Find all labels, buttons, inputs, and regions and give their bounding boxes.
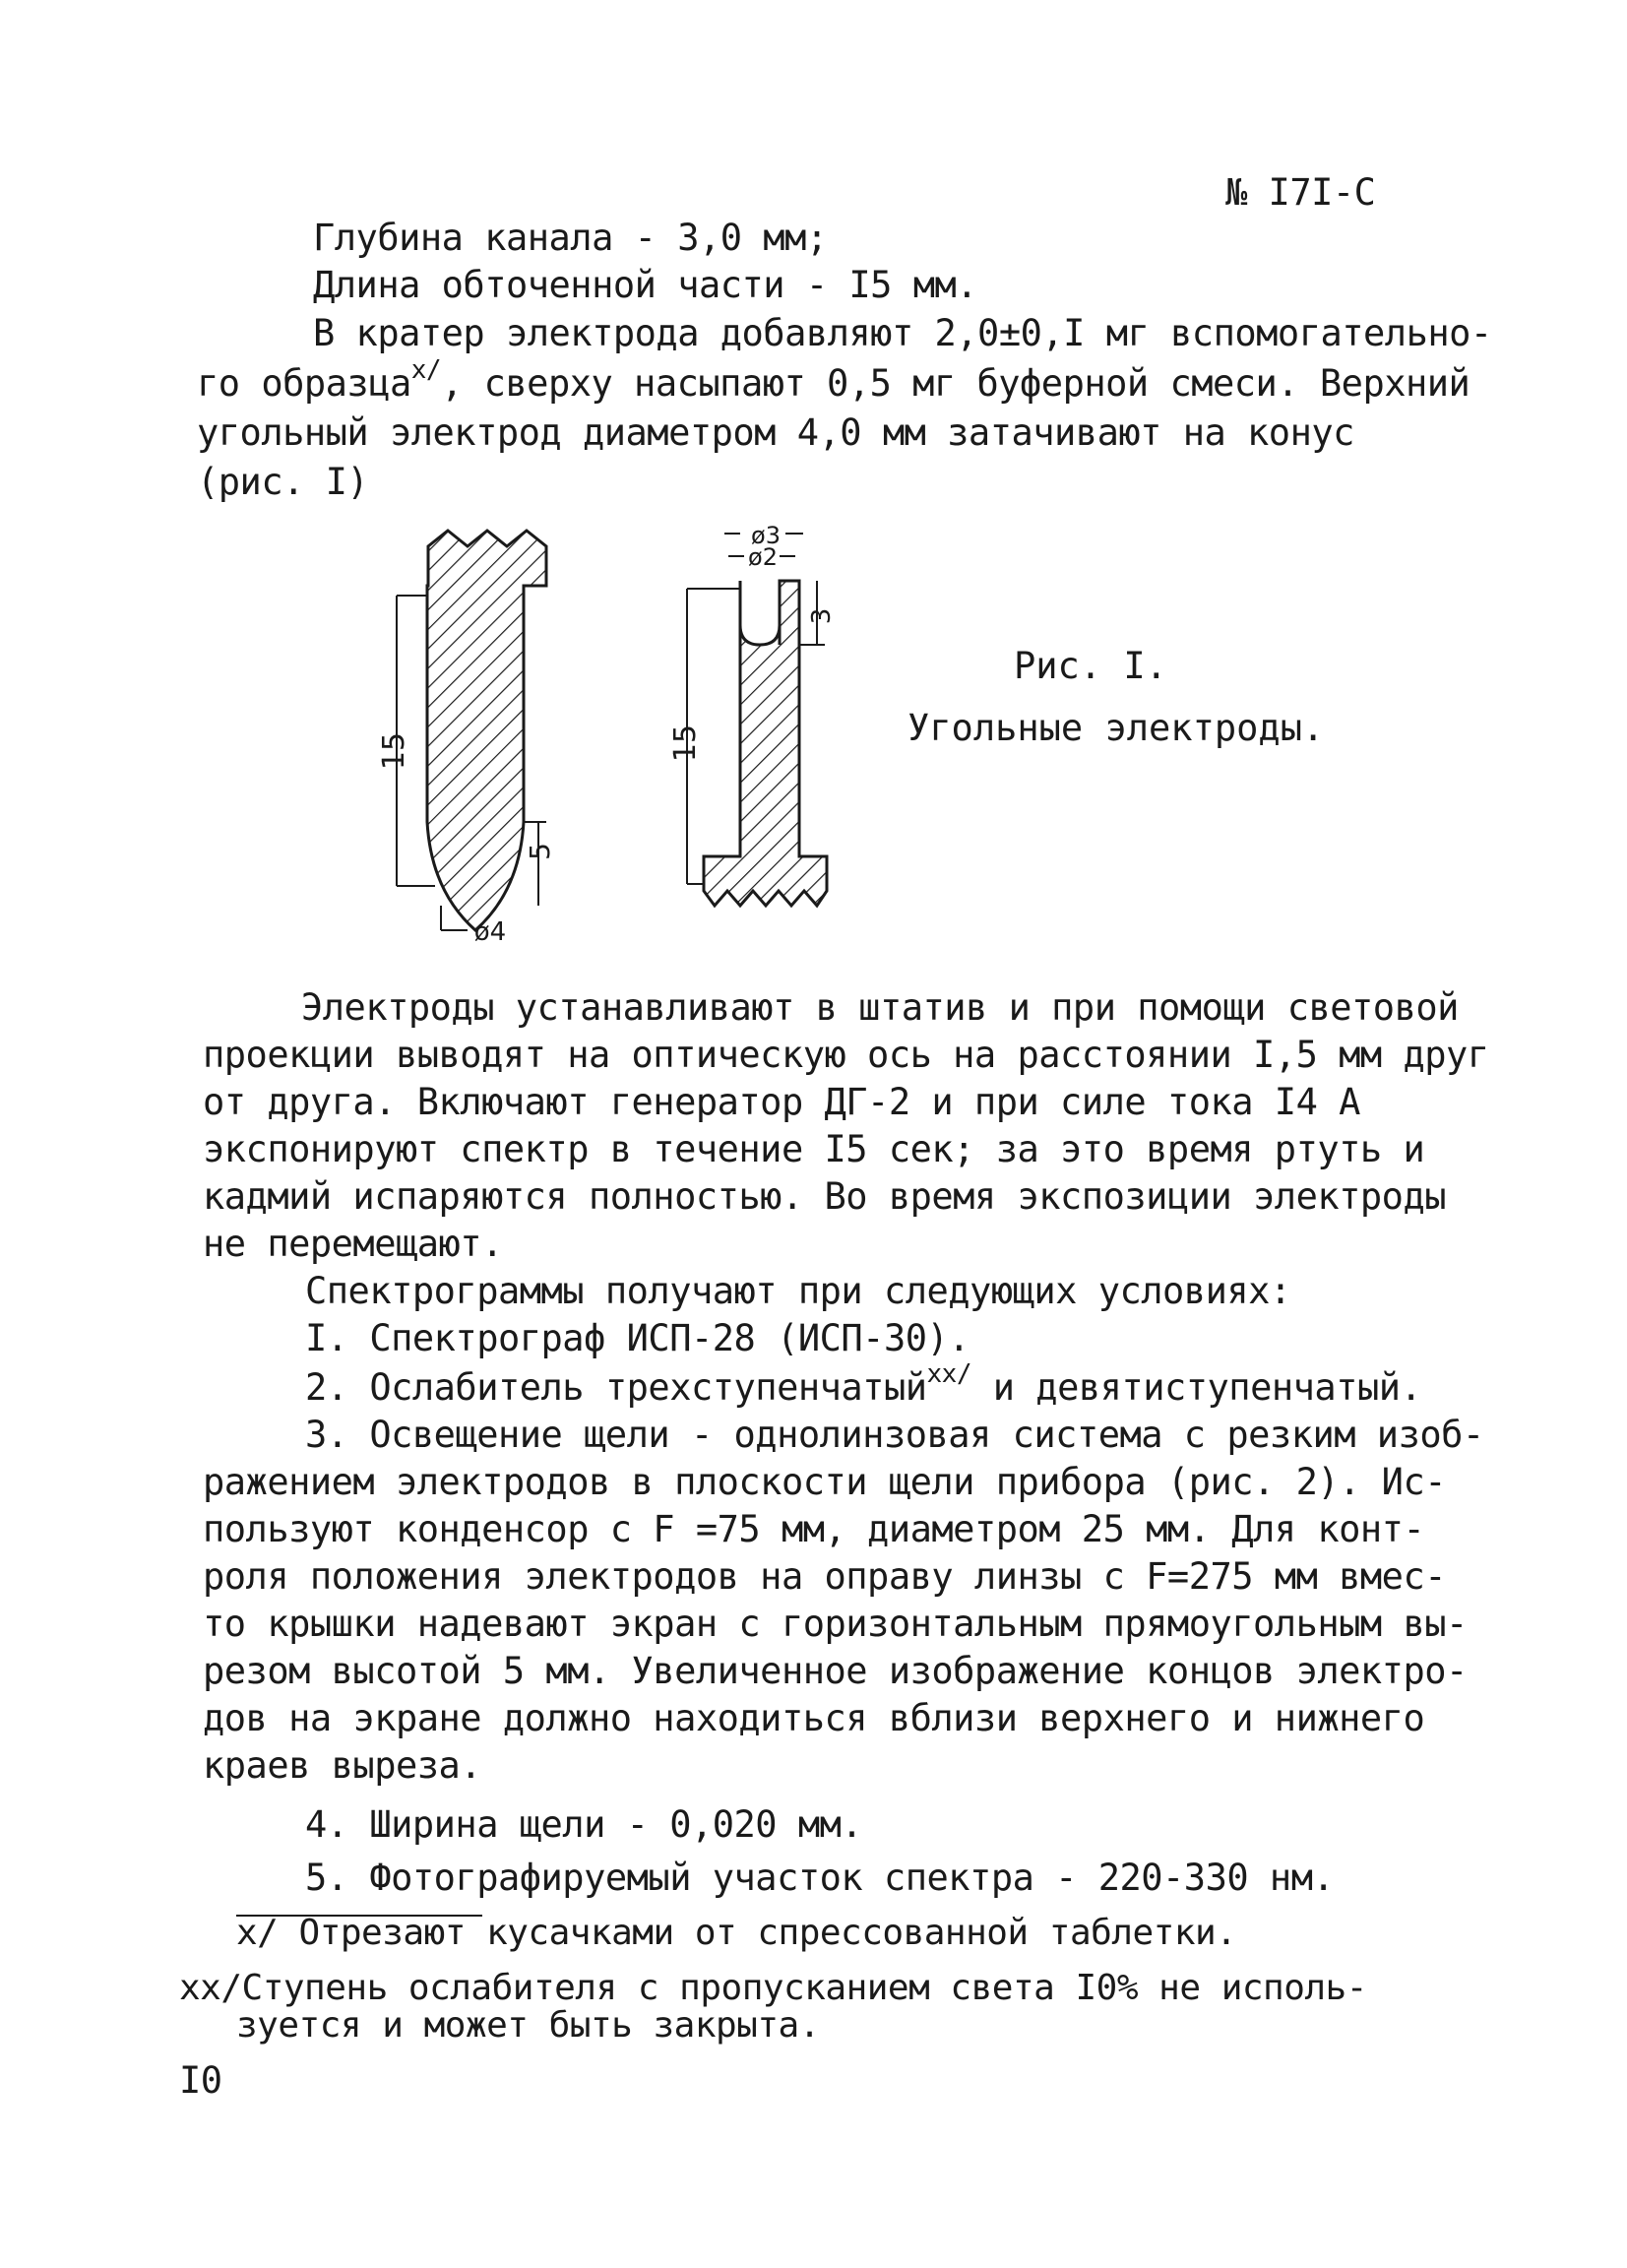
text-line: Глубина канала - 3,0 мм; — [313, 217, 828, 259]
text-line: то крышки надевают экран с горизонтальным прямоугольным вы- — [203, 1603, 1468, 1645]
text-line: (рис. I) — [197, 461, 369, 503]
figure-caption-number: Рис. I. — [1014, 645, 1167, 687]
footnote-mark: x/ — [410, 355, 442, 385]
text-line: В кратер электрода добавляют 2,0±0,I мг вспомогательно- — [313, 312, 1492, 354]
text-line: от друга. Включают генератор ДГ-2 и при силе тока I4 А — [203, 1081, 1360, 1123]
text-line — [197, 355, 1471, 408]
text-line: экспонируют спектр в течение I5 сек; за это время ртуть и — [203, 1128, 1425, 1170]
footnote: xx/Ступень ослабителя с пропусканием света I0% не исполь- — [179, 1968, 1367, 2008]
dimension-label: 15 — [668, 724, 703, 763]
right-electrode-drawing — [669, 522, 866, 955]
list-item: 5. Фотографируемый участок спектра - 220-330 нм. — [305, 1857, 1335, 1899]
text-line: ражением электродов в плоскости щели прибора (рис. 2). Ис- — [203, 1461, 1447, 1503]
text-fragment: го образца — [197, 362, 411, 405]
text-fragment: 2. Ослабитель трехступенчатый — [305, 1366, 927, 1409]
dimension-label: 3 — [807, 607, 837, 625]
text-line: угольный электрод диаметром 4,0 мм затачивают на конус — [197, 411, 1354, 454]
text-line: не перемещают. — [203, 1223, 503, 1265]
dimension-label: ø2 — [748, 543, 778, 571]
text-line: пользуют конденсор с F =75 мм, диаметром 25 мм. Для конт- — [203, 1508, 1425, 1550]
text-line: кадмий испаряются полностью. Во время экспозиции электроды — [203, 1175, 1447, 1218]
text-line: Длина обточенной части - I5 мм. — [313, 264, 978, 306]
text-line: дов на экране должно находиться вблизи верхнего и нижнего — [203, 1697, 1425, 1739]
list-item: I. Спектрограф ИСП-28 (ИСП-30). — [305, 1317, 970, 1359]
dimension-label: ø4 — [473, 917, 507, 947]
dimension-label: 5 — [524, 843, 556, 860]
figure-caption-title: Угольные электроды. — [907, 707, 1325, 749]
text-line: проекции выводят на оптическую ось на расстоянии I,5 мм друг — [203, 1034, 1489, 1076]
document-number: № I7I-C — [1225, 171, 1376, 214]
text-line: Электроды устанавливают в штатив и при помощи световой — [301, 986, 1459, 1029]
conditions-intro: Спектрограммы получают при следующих условиях: — [305, 1270, 1291, 1312]
text-line: резом высотой 5 мм. Увеличенное изображение концов электро- — [203, 1650, 1468, 1692]
dimension-label: 15 — [377, 731, 411, 771]
text-fragment: и девятиступенчатый. — [970, 1366, 1422, 1409]
text-line: 3. Освещение щели - однолинзовая система с резким изоб- — [305, 1414, 1484, 1456]
footnote: зуется и может быть закрыта. — [236, 2005, 820, 2046]
text-line: краев выреза. — [203, 1744, 482, 1787]
list-item: 4. Ширина щели - 0,020 мм. — [305, 1803, 863, 1846]
text-fragment: , сверху насыпают 0,5 мг буферной смеси. Верхний — [441, 362, 1471, 405]
list-item — [305, 1359, 1422, 1412]
footnote: x/ Отрезают кусачками от спрессованной таблетки. — [236, 1913, 1237, 1953]
dimension-label: ø3 — [751, 522, 781, 549]
footnote-mark: xx/ — [926, 1359, 971, 1389]
text-line: роля положения электродов на оправу линзы с F=275 мм вмес- — [203, 1555, 1447, 1598]
page-number: I0 — [179, 2059, 222, 2102]
left-electrode-drawing — [374, 527, 591, 950]
